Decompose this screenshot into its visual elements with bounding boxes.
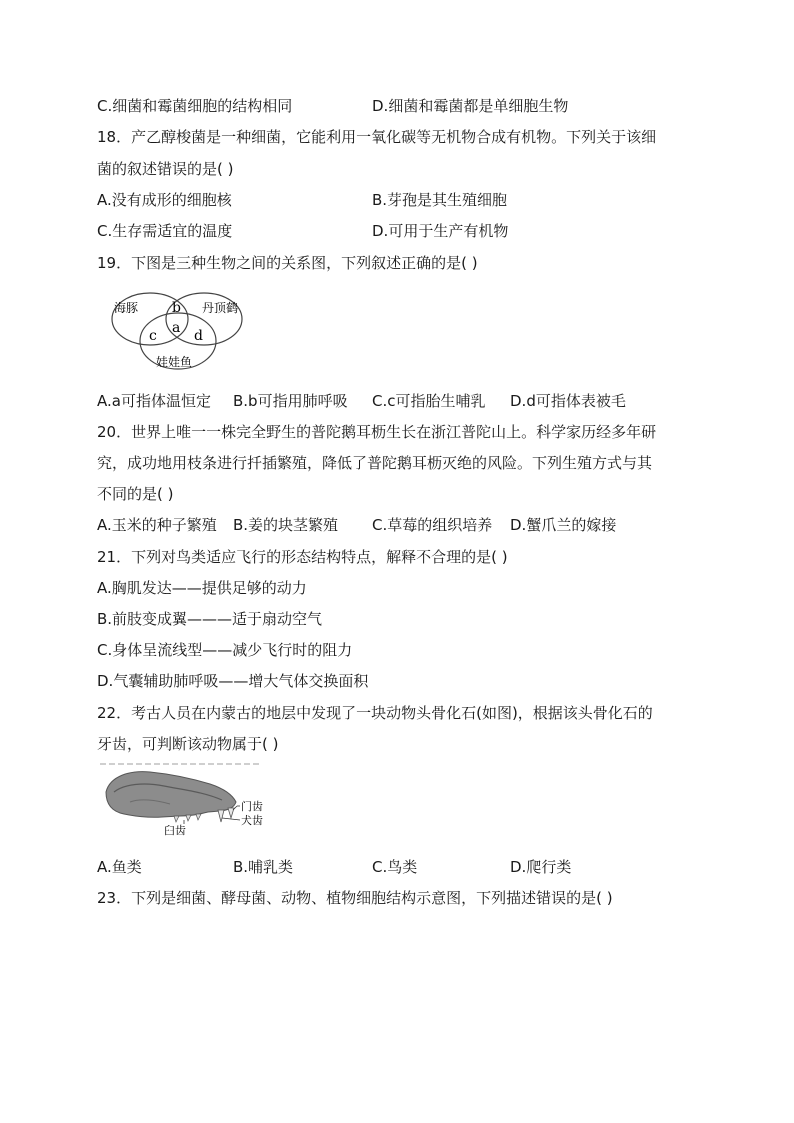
q20-option-a: A.玉米的种子繁殖 [97,516,217,534]
q18-stem-line2: 菌的叙述错误的是( ) [97,160,234,178]
q22-option-c: C.鸟类 [372,858,418,876]
skull-label-incisor: 门齿 [241,800,263,813]
q23-stem: 23．下列是细菌、酵母菌、动物、植物细胞结构示意图，下列描述错误的是( ) [97,889,613,907]
q21-option-b: B.前肢变成翼———适于扇动空气 [97,610,323,628]
q21-option-c: C.身体呈流线型——减少飞行时的阻力 [97,641,353,659]
venn-label-dolphin: 海豚 [114,301,139,315]
q18-option-d: D.可用于生产有机物 [372,222,509,240]
venn-label-crane: 丹顶鹤 [202,301,239,315]
q22-option-b: B.哺乳类 [233,858,294,876]
q18-option-a: A.没有成形的细胞核 [97,191,232,209]
q20-option-c: C.草莓的组织培养 [372,516,493,534]
q22-stem-line1: 22．考古人员在内蒙古的地层中发现了一块动物头骨化石(如图)，根据该头骨化石的 [97,704,653,722]
q19-option-d: D.d可指体表被毛 [510,392,626,410]
skull-label-canine: 犬齿 [241,814,263,827]
q21-stem: 21．下列对鸟类适应飞行的形态结构特点，解释不合理的是( ) [97,548,508,566]
q22-option-a: A.鱼类 [97,858,142,876]
venn-diagram [108,290,250,372]
q20-option-b: B.姜的块茎繁殖 [233,516,339,534]
q22-stem-line2: 牙齿，可判断该动物属于( ) [97,735,279,753]
q18-option-b: B.芽孢是其生殖细胞 [372,191,508,209]
skull-label-molar: 臼齿 [164,824,186,836]
q21-option-a: A.胸肌发达——提供足够的动力 [97,579,307,597]
q22-option-d: D.爬行类 [510,858,572,876]
q20-stem-line1: 20．世界上唯一一株完全野生的普陀鹅耳枥生长在浙江普陀山上。科学家历经多年研 [97,423,657,441]
q17-option-c: C.细菌和霉菌细胞的结构相同 [97,97,293,115]
venn-region-d: d [194,328,203,344]
q19-option-a: A.a可指体温恒定 [97,392,211,410]
q18-stem-line1: 18．产乙醇梭菌是一种细菌，它能利用一氧化碳等无机物合成有机物。下列关于该细 [97,128,657,146]
q19-stem: 19．下图是三种生物之间的关系图，下列叙述正确的是( ) [97,254,478,272]
q20-option-d: D.蟹爪兰的嫁接 [510,516,617,534]
venn-label-salamander: 娃娃鱼 [156,355,193,369]
venn-region-a: a [172,320,181,336]
q19-option-b: B.b可指用肺呼吸 [233,392,348,410]
skull-fossil-figure [100,762,265,836]
q19-option-c: C.c可指胎生哺乳 [372,392,486,410]
q17-option-d: D.细菌和霉菌都是单细胞生物 [372,97,569,115]
q20-stem-line2: 究，成功地用枝条进行扦插繁殖，降低了普陀鹅耳枥灭绝的风险。下列生殖方式与其 [97,454,653,472]
q20-stem-line3: 不同的是( ) [97,485,174,503]
q21-option-d: D.气囊辅助肺呼吸——增大气体交换面积 [97,672,369,690]
venn-region-b: b [172,300,181,316]
q18-option-c: C.生存需适宜的温度 [97,222,233,240]
venn-region-c: c [149,328,157,344]
